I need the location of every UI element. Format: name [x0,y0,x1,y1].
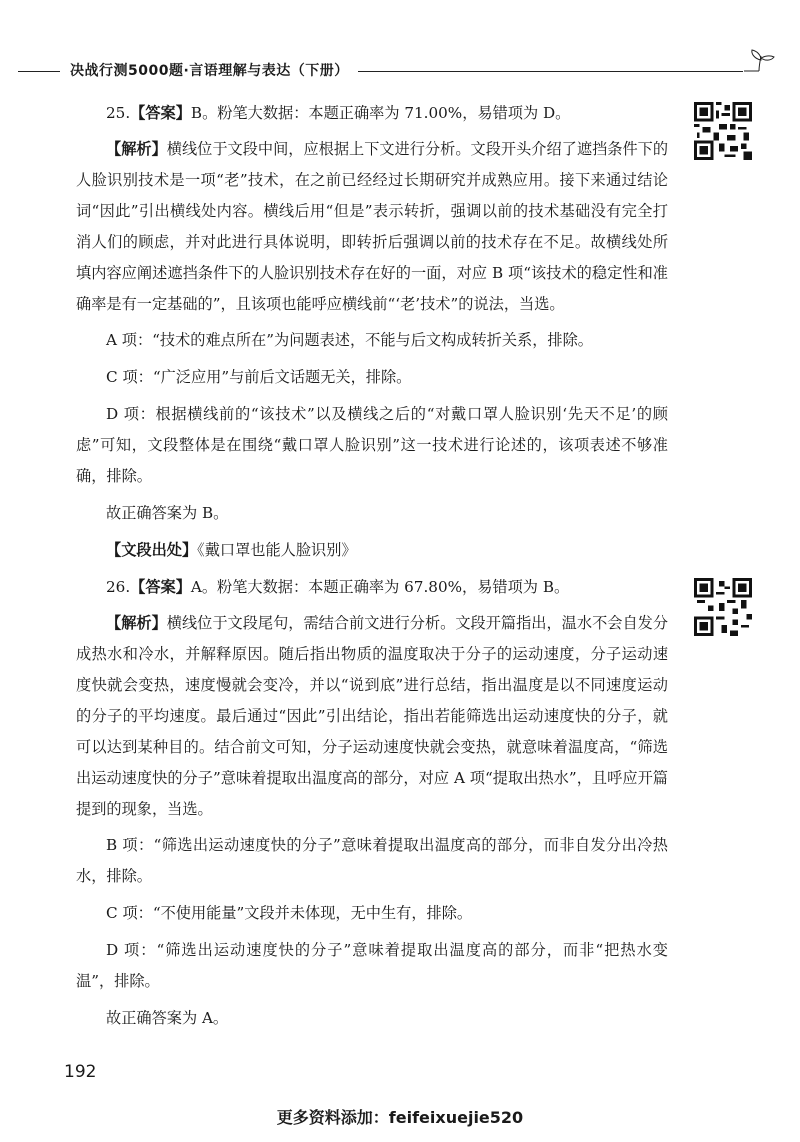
q25-option-c: C 项：“广泛应用”与前后文话题无关，排除。 [106,368,412,386]
q25-number: 25. [106,104,131,122]
explanation-tag: 【解析】 [106,614,167,632]
q26-answer-text: A。粉笔大数据：本题正确率为 67.80%，易错项为 B。 [190,578,570,596]
q25-option-d: D 项：根据横线前的“该技术”以及横线之后的“对戴口罩人脸识别‘先天不足’的顾虑”可知，文段整体是在围绕“戴口罩人脸识别”这一技术进行论述的，该项表述不够准确，排除。 [76,405,668,485]
explanation-tag: 【解析】 [106,140,167,158]
source-tag: 【文段出处】 [106,541,198,559]
header-rule-right [358,71,743,72]
q25-source-text: 《戴口罩也能人脸识别》 [197,541,357,559]
q26-option-b: B 项：“筛选出运动速度快的分子”意味着提取出温度高的部分，而非自发分出冷热水，排除。 [76,836,668,885]
header-rule-left [18,71,60,72]
sprout-icon [742,48,776,80]
answer-tag: 【答案】 [130,104,191,122]
answer-explanations [76,98,668,1040]
page-number: 192 [64,1062,97,1082]
q25-source [76,535,668,566]
q25-explanation-text: 横线位于文段中间，应根据上下文进行分析。文段开头介绍了遮挡条件下的人脸识别技术是一项“老”技术，在之前已经经过长期研究并成熟应用。接下来通过结论词“因此”引出横线处内容。横线后用“但是”表示转折，强调以前的技术基础没有完全打消人们的顾虑，并对此进行具体说明，即转折后强调以前的技术存在不足。故横线处所填内容应阐述遮挡条件下的人脸识别技术存在好的一面，对应 B 项“该技术的稳定性和准确率是有一定基础的”，且该项也能呼应横线前“‘老’技术”的说法，当选。 [76,140,669,313]
q25-option-a: A 项：“技术的难点所在”为问题表述，不能与后文构成转折关系，排除。 [106,331,593,349]
footer-note: 更多资料添加：feifeixuejie520 [276,1108,524,1127]
q26-answer [76,572,668,603]
q26-number: 26. [106,578,131,596]
q25-explanation [76,134,668,320]
q26-option-d: D 项：“筛选出运动速度快的分子”意味着提取出温度高的部分，而非“把热水变温”，排除。 [76,941,668,990]
q25-answer [76,98,668,129]
running-header [18,56,778,88]
q26-option-c: C 项：“不使用能量”文段并未体现，无中生有，排除。 [106,904,473,922]
q26-explanation [76,608,668,825]
qr-code-icon [694,102,752,160]
qr-code-icon [694,578,752,636]
q25-conclusion: 故正确答案为 B。 [106,504,229,522]
q26-conclusion: 故正确答案为 A。 [106,1009,229,1027]
q26-explanation-text: 横线位于文段尾句，需结合前文进行分析。文段开篇指出，温水不会自发分成热水和冷水，并解释原因。随后指出物质的温度取决于分子的运动速度，分子运动速度快就会变热，速度慢就会变冷，并以“说到底”进行总结，指出温度是以不同速度运动的分子的平均速度。最后通过“因此”引出结论，指出若能筛选出运动速度快的分子，就可以达到某种目的。结合前文可知，分子运动速度快就会变热，就意味着温度高，“筛选出运动速度快的分子”意味着提取出温度高的部分，对应 A 项“提取出热水”，且呼应开篇提到的现象，当选。 [76,614,669,818]
header-title: 决战行测5000题·言语理解与表达（下册） [70,63,349,79]
q25-answer-text: B。粉笔大数据：本题正确率为 71.00%，易错项为 D。 [190,104,571,122]
answer-tag: 【答案】 [130,578,191,596]
